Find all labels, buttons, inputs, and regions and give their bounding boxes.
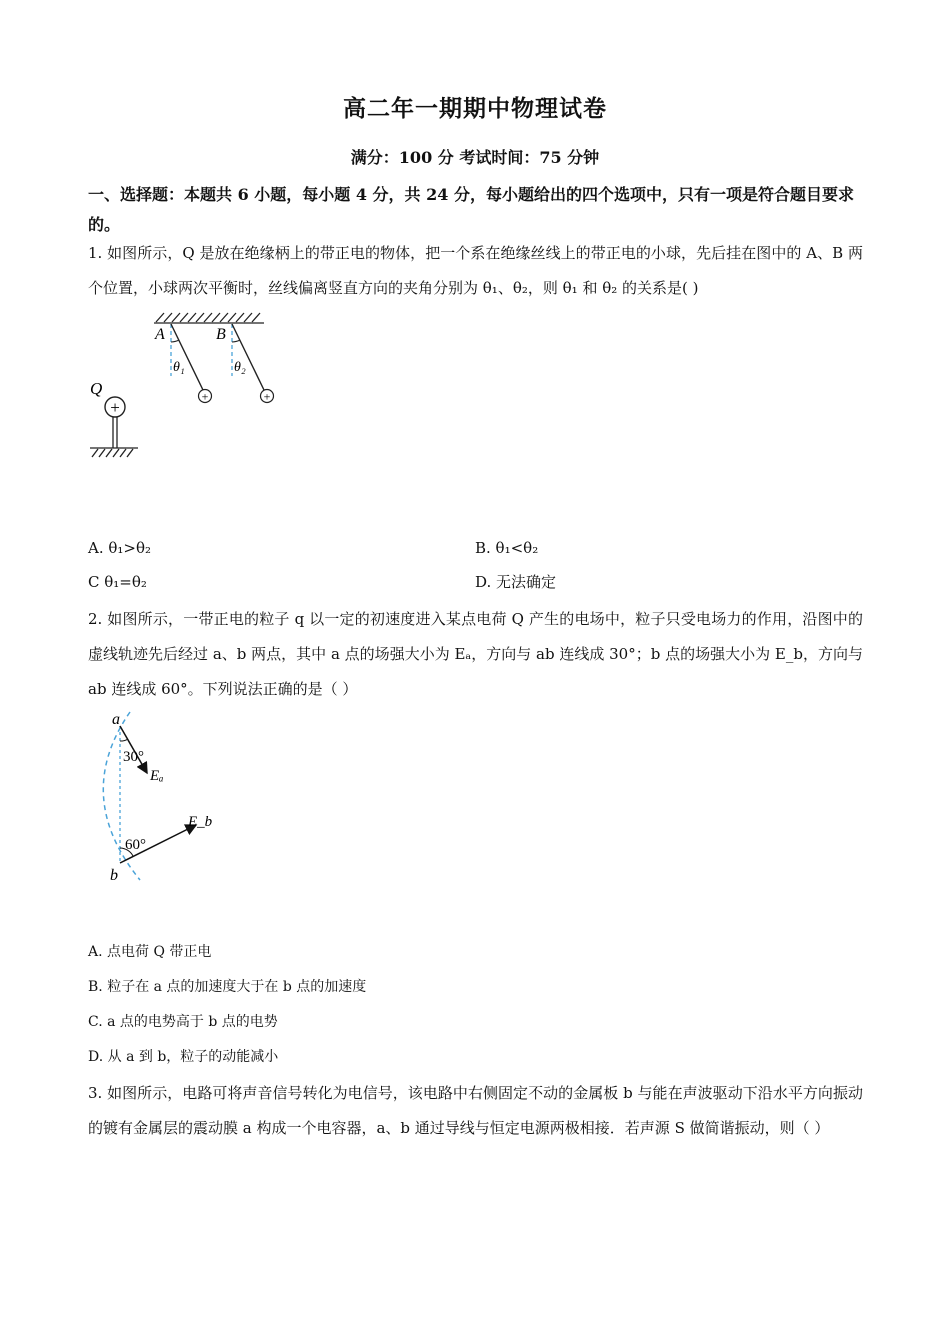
thread-b [232, 324, 264, 390]
ball-b-sign: + [263, 389, 271, 404]
question-2-stem: 2. 如图所示，一带正电的粒子 q 以一定的初速度进入某点电荷 Q 产生的电场中，粒子只受电场力的作用，沿图中的虚线轨迹先后经过 a、b 两点，其中 a 点的场强大小为 Eₐ，方向与 ab 连线成 30°；b 点的场强大小为 E_b，方向与 ab 连线成 60°。下列说法正确的是（ ） [88, 610, 863, 698]
q2-option-d[interactable]: D. 从 a 到 b，粒子的动能减小 [88, 1049, 279, 1065]
label-theta2: θ₂ [234, 360, 246, 375]
question-1-figure [84, 308, 284, 468]
q2-option-a[interactable]: A. 点电荷 Q 带正电 [88, 944, 212, 960]
label-b: b [110, 867, 118, 884]
ceiling-hatch [154, 313, 264, 323]
label-a: a [112, 711, 120, 728]
angle-arc-1 [171, 340, 179, 342]
label-30deg: 30° [123, 749, 144, 765]
q2-option-b[interactable]: B. 粒子在 a 点的加速度大于在 b 点的加速度 [88, 979, 367, 995]
label-Ea: Eₐ [150, 768, 164, 784]
angle-arc-2 [232, 340, 240, 342]
label-Eb: E_b [188, 814, 213, 830]
q1-option-c[interactable]: C θ₁=θ₂ [88, 573, 147, 591]
question-2-figure [84, 708, 224, 888]
label-A: A [155, 326, 165, 343]
label-theta1: θ₁ [173, 360, 185, 375]
question-1-stem: 1. 如图所示，Q 是放在绝缘柄上的带正电的物体，把一个系在绝缘丝线上的带正电的小球，先后挂在图中的 A、B 两个位置，小球两次平衡时，丝线偏离竖直方向的夹角分别为 θ₁、θ₂，则 θ₁ 和 θ₂ 的关系是( ) [88, 244, 863, 297]
trajectory-dashed [103, 712, 140, 880]
section-heading: 一、选择题：本题共 6 小题，每小题 4 分，共 24 分，每小题给出的四个选项中，只有一项是符合题目要求的。 [88, 185, 854, 234]
thread-a [171, 324, 203, 390]
label-Q: Q [90, 379, 103, 398]
q1-option-b[interactable]: B. θ₁<θ₂ [475, 539, 539, 557]
exam-info: 满分：100 分 考试时间：75 分钟 [350, 148, 600, 167]
q2-option-c[interactable]: C. a 点的电势高于 b 点的电势 [88, 1014, 278, 1030]
question-3-stem: 3. 如图所示，电路可将声音信号转化为电信号，该电路中右侧固定不动的金属板 b 与能在声波驱动下沿水平方向振动的镀有金属层的震动膜 a 构成一个电容器，a、b 通过导线与恒定电源两极相接．若声源 S 做简谐振动，则（ ） [88, 1084, 863, 1137]
ground-hatch [90, 448, 138, 457]
ball-a-sign: + [201, 389, 209, 404]
charge-Q-sign: + [110, 398, 120, 417]
angle-arc-a [120, 739, 128, 741]
label-60deg: 60° [125, 837, 146, 853]
q1-option-d[interactable]: D. 无法确定 [475, 573, 557, 591]
q1-option-a[interactable]: A. θ₁>θ₂ [88, 539, 152, 557]
label-B: B [216, 326, 226, 343]
page-title: 高二年一期期中物理试卷 [343, 95, 607, 122]
